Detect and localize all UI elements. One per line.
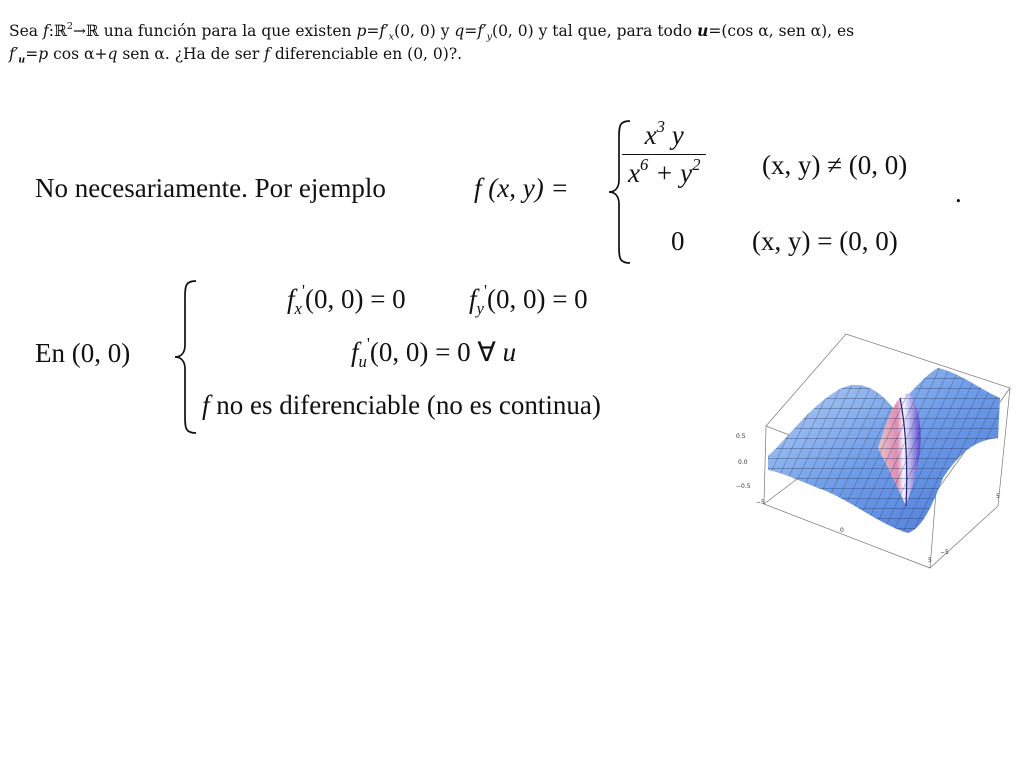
en-label: En (0, 0) (35, 338, 131, 368)
y-axis-ticks (940, 493, 1000, 556)
svg-text:−0.5: −0.5 (736, 483, 751, 490)
directional-derivative-line: $f_u'(0$, 0) = 0 ∀ u (351, 333, 517, 371)
condition-1: (x, y) ≠ (0, 0) (762, 150, 908, 180)
problem-line-2: $f'_u=p$ cos α+q sen α. ¿Ha de ser f diferenciable en (0, 0)?. (9, 45, 463, 66)
not-differentiable-line: f no es diferenciable (no es continua) (202, 390, 601, 420)
surface-mesh (768, 368, 1000, 533)
example-function-lhs: f (x, y) = (474, 173, 569, 203)
partial-derivatives-line: $f_x'(0$, 0) = 0 (287, 280, 406, 318)
partial-y-line: $f_y'(0$, 0) = 0 (469, 280, 588, 318)
piecewise-fraction (622, 116, 706, 189)
svg-text:0.0: 0.0 (738, 459, 748, 466)
example-period: . (955, 178, 962, 208)
svg-text:0: 0 (840, 527, 844, 534)
brace-left-2 (172, 278, 198, 436)
svg-text:−5: −5 (756, 499, 765, 506)
piecewise-zero: 0 (671, 226, 685, 256)
problem-line-1: Sea f:ℝ$^2$→ℝ una función para la que existen $p=f'_x(0$, 0) y $q=f'_y(0$, 0) y tal que, para todo u=(cos α, sen α), es (9, 21, 855, 43)
z-axis-ticks (736, 433, 751, 490)
problem-statement (9, 19, 1019, 66)
svg-text:5: 5 (928, 557, 932, 564)
condition-2: (x, y) = (0, 0) (752, 226, 898, 256)
fraction-denominator: $x^6 + y^2$ (628, 154, 701, 188)
surface-plot (728, 328, 1024, 576)
svg-text:0.5: 0.5 (736, 433, 746, 440)
svg-text:−5: −5 (940, 549, 949, 556)
example-intro: No necesariamente. Por ejemplo (35, 173, 386, 203)
svg-text:5: 5 (996, 493, 1000, 500)
fraction-numerator: $x^3$ y (622, 120, 706, 155)
